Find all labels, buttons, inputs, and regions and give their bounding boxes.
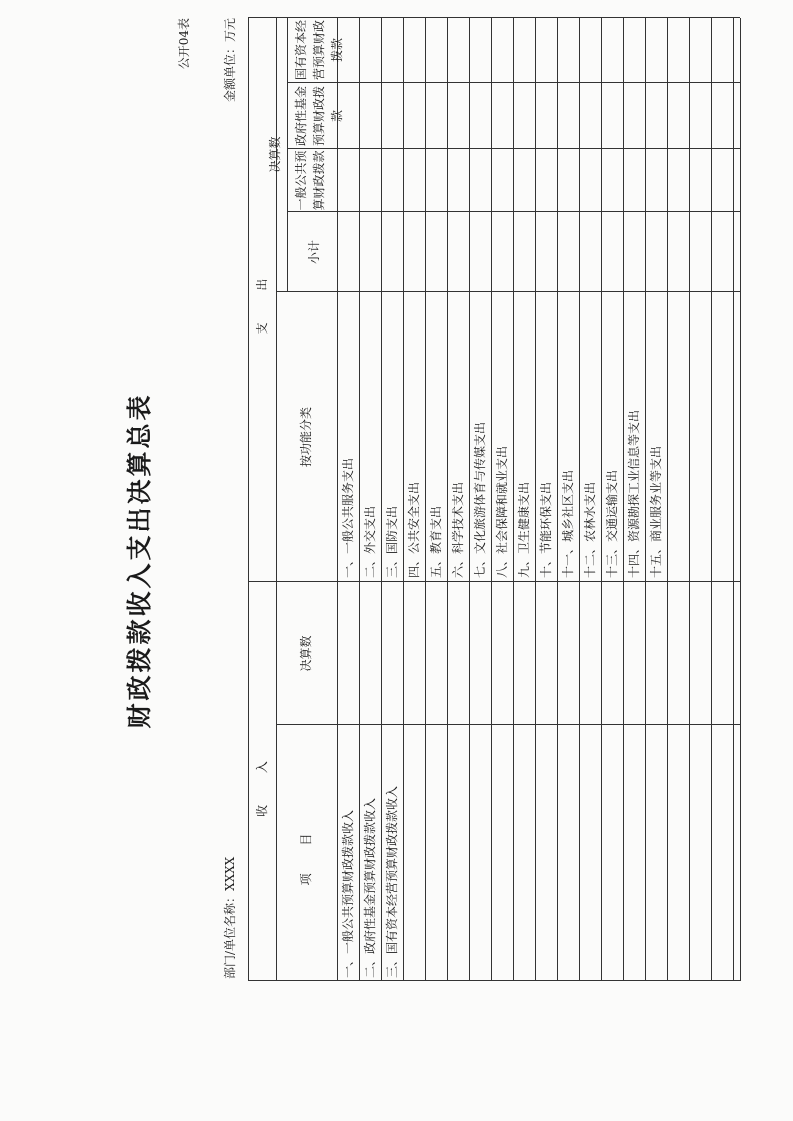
rule-line xyxy=(425,18,426,981)
rule-line xyxy=(276,724,740,725)
amount-unit-label: 金额单位：万元 xyxy=(223,18,237,103)
income-item-header: 项 目 xyxy=(299,821,313,886)
expense-row-label: 十二、农林水支出 xyxy=(583,481,597,578)
rule-line xyxy=(359,18,360,981)
expense-row-label: 九、卫生健康支出 xyxy=(517,481,531,578)
page-title: 财政拨款收入支出决算总表 xyxy=(125,392,154,729)
rule-line xyxy=(535,18,536,981)
expense-row-label: 七、文化旅游体育与传媒支出 xyxy=(473,421,487,578)
expense-row-label: 五、教育支出 xyxy=(429,505,443,578)
rule-line xyxy=(469,18,470,981)
rule-line xyxy=(381,18,382,981)
income-amount-header: 决算数 xyxy=(299,635,313,672)
department-label: 部门/单位名称：XXXX xyxy=(223,856,237,979)
rule-line xyxy=(733,18,734,981)
expense-row-label: 八、社会保障和就业支出 xyxy=(495,445,509,578)
rule-line xyxy=(557,18,558,981)
expense-row-label: 十五、商业服务业等支出 xyxy=(649,445,663,578)
expense-row-label: 四、公共安全支出 xyxy=(407,481,421,578)
rule-line xyxy=(287,18,288,291)
expense-row-label: 十一、城乡社区支出 xyxy=(561,469,575,578)
expense-row-label: 十三、交通运输支出 xyxy=(605,469,619,578)
rule-line xyxy=(579,18,580,981)
expense-row-label: 六、科学技术支出 xyxy=(451,481,465,578)
rule-line xyxy=(337,18,338,981)
income-header: 收 入 xyxy=(255,747,269,817)
income-row-label: 二、政府性基金预算财政拨款收入 xyxy=(363,797,377,978)
subtotal-header: 小计 xyxy=(307,240,321,265)
rule-line xyxy=(740,18,741,981)
rule-line xyxy=(645,18,646,981)
expense-row-label: 二、外交支出 xyxy=(363,505,377,578)
general-budget-header: 一般公共预算财政拨款 xyxy=(294,150,326,211)
expense-row-label: 十四、资源勘探工业信息等支出 xyxy=(627,409,641,578)
rule-line xyxy=(689,18,690,981)
rule-line xyxy=(491,18,492,981)
rule-line xyxy=(248,18,249,981)
rule-line xyxy=(276,291,740,292)
rule-line xyxy=(513,18,514,981)
expense-row-label: 一、一般公共服务支出 xyxy=(341,457,355,578)
rule-line xyxy=(623,18,624,981)
fund-budget-header: 政府性基金预算财政拨款 xyxy=(294,86,344,147)
expense-header: 支 出 xyxy=(255,264,269,335)
rule-line xyxy=(403,18,404,981)
rule-line xyxy=(667,18,668,981)
form-number: 公开04表 xyxy=(177,18,191,70)
income-row-label: 一、一般公共预算财政拨款收入 xyxy=(341,809,355,978)
rule-line xyxy=(601,18,602,981)
income-row-label: 三、国有资本经营预算财政拨款收入 xyxy=(385,785,399,978)
state-capital-header: 国有资本经营预算财政拨款 xyxy=(294,20,344,81)
rule-line xyxy=(711,18,712,981)
rule-line xyxy=(447,18,448,981)
expense-final-header: 决算数 xyxy=(268,136,282,173)
expense-row-label: 十、节能环保支出 xyxy=(539,481,553,578)
expense-category-header: 按功能分类 xyxy=(299,407,313,468)
expense-row-label: 三、国防支出 xyxy=(385,505,399,578)
